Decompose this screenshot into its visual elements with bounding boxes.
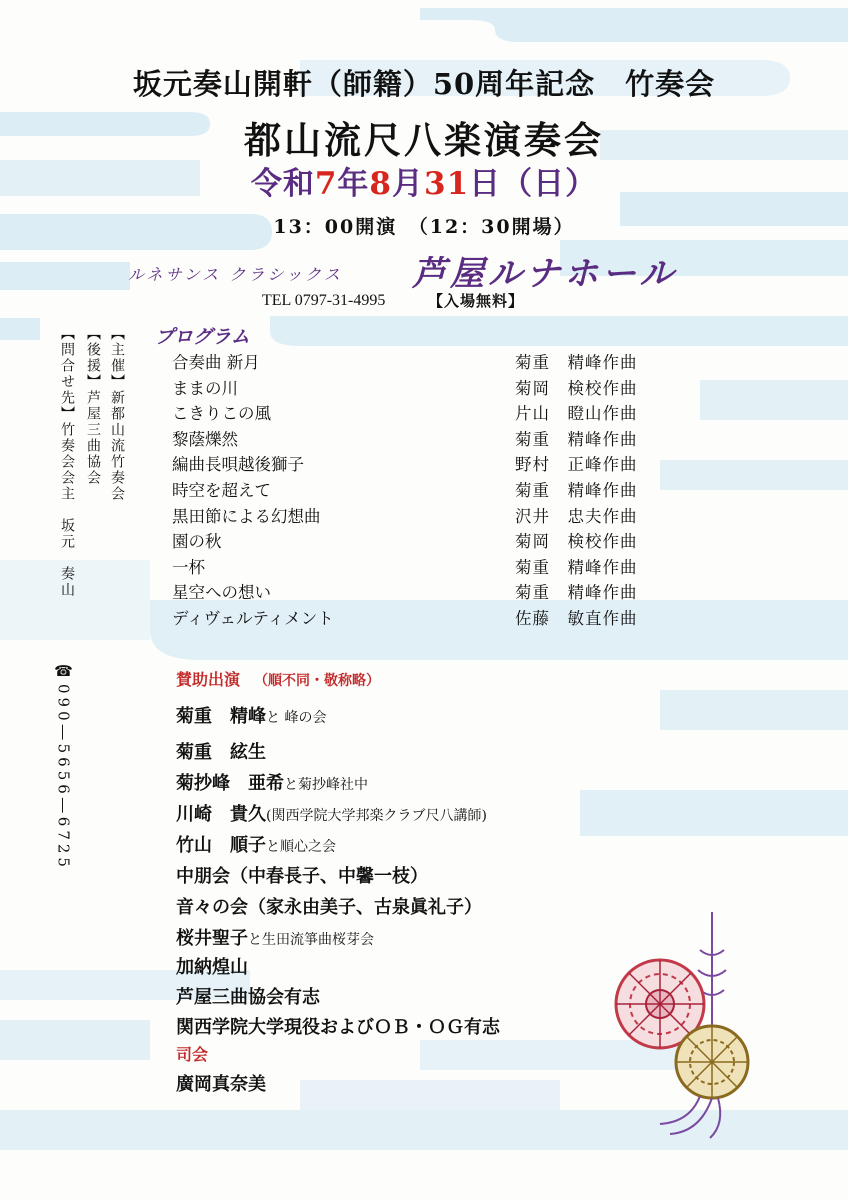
program-item-composer: 菊岡 検校作曲 <box>515 378 638 398</box>
performer-item <box>176 1013 500 1039</box>
date-month: 8 <box>369 166 392 202</box>
performer-name: 中朋会（中春長子、中馨一枝） <box>176 866 428 887</box>
program-item-title: 編曲長唄越後獅子 <box>172 455 304 475</box>
performer-item <box>176 769 368 795</box>
organizer-name: 新都山流竹奏会 <box>109 390 125 502</box>
program-item-title: こきりこの風 <box>172 404 271 424</box>
program-item-composer: 菊重 精峰作曲 <box>515 583 638 603</box>
date-era: 令和 <box>250 166 315 202</box>
program-item-title: ディヴェルティメント <box>172 608 334 628</box>
performer-name: 音々の会（家永由美子、古泉眞礼子） <box>176 897 482 918</box>
performer-name: 竹山 順子 <box>176 835 266 856</box>
program-item-title: 黎蔭爍然 <box>172 429 238 449</box>
performer-name: 加納煌山 <box>176 957 248 978</box>
sponsor-name: 芦屋三曲協会 <box>85 390 101 486</box>
contact-name: 竹奏会会主 坂元 奏山 <box>59 422 75 598</box>
program-item-composer: 菊重 精峰作曲 <box>515 557 638 577</box>
program-item <box>172 477 692 503</box>
sponsor-label: 【後援】 <box>85 326 101 390</box>
temari-ornament <box>600 912 750 1142</box>
support-note: （順不同・敬称略） <box>254 673 381 689</box>
phone-number: 090―5656―6725 <box>54 684 73 871</box>
phone-icon: ☎ <box>54 662 73 684</box>
program-item <box>172 503 692 529</box>
date-day: 31 <box>424 166 470 202</box>
organizer-line <box>106 326 127 502</box>
program-item-title: 一杯 <box>172 557 205 577</box>
program-item-composer: 佐藤 敏直作曲 <box>515 608 638 628</box>
event-name: 都山流尺八楽演奏会 <box>244 118 604 162</box>
program-item <box>172 528 692 554</box>
program-item <box>172 554 692 580</box>
program-list <box>172 349 692 631</box>
performer-name: 菊抄峰 亜希 <box>176 773 284 794</box>
performer-item <box>176 924 374 950</box>
performer-item <box>176 738 266 764</box>
contact-label: 【問合せ先】 <box>59 326 75 422</box>
event-time: 13：00開演 （12：30開場） <box>273 216 575 238</box>
performer-extra: と 峰の会 <box>266 710 327 726</box>
date-weekday: （日） <box>501 166 598 202</box>
program-item-composer: 片山 瞪山作曲 <box>515 404 638 424</box>
performer-name: 菊重 精峰 <box>176 706 266 727</box>
admission-badge: 【入場無料】 <box>428 292 525 310</box>
support-title <box>176 667 380 690</box>
performer-name: 関西学院大学現役およびＯＢ・ＯＧ有志 <box>176 1017 500 1038</box>
program-item <box>172 579 692 605</box>
performer-extra: と菊抄峰社中 <box>284 777 368 793</box>
performer-name: 川崎 貴久 <box>176 804 266 825</box>
performer-item <box>176 983 320 1009</box>
venue-subtitle: ルネサンス クラシックス <box>128 265 343 284</box>
program-item <box>172 426 692 452</box>
program-item <box>172 375 692 401</box>
program-title: プログラム <box>155 326 250 348</box>
program-item-title: 園の秋 <box>172 532 222 552</box>
program-item-composer: 沢井 忠夫作曲 <box>515 506 638 526</box>
program-item-composer: 野村 正峰作曲 <box>515 455 638 475</box>
program-item <box>172 400 692 426</box>
date-year: 7 <box>314 166 338 202</box>
program-item-composer: 菊重 精峰作曲 <box>515 480 638 500</box>
contact-line <box>56 326 77 598</box>
performer-item <box>176 953 248 979</box>
venue-tel: TEL 0797-31-4995 <box>262 292 386 309</box>
program-item-title: ままの川 <box>172 378 238 398</box>
event-date <box>0 158 848 203</box>
mc-name: 廣岡真奈美 <box>176 1074 266 1095</box>
program-item-composer: 菊岡 検校作曲 <box>515 532 638 552</box>
performer-extra: (関西学院大学邦楽クラブ尺八講師) <box>266 808 487 824</box>
performer-item <box>176 831 336 857</box>
program-item <box>172 605 692 631</box>
performer-item <box>176 862 428 888</box>
support-label: 賛助出演 <box>176 670 241 689</box>
program-item-title: 星空への想い <box>172 583 271 603</box>
performer-item <box>176 702 326 728</box>
program-item-composer: 菊重 精峰作曲 <box>515 429 638 449</box>
performer-extra: と順心之会 <box>266 839 336 855</box>
performer-extra: と生田流箏曲桜芽会 <box>248 932 374 948</box>
program-item-title: 黒田節による幻想曲 <box>172 506 321 526</box>
sponsor-line <box>82 326 103 486</box>
date-year-unit: 年 <box>337 166 370 202</box>
anniversary-title: 坂元奏山開軒（師籍）50周年記念 竹奏会 <box>132 67 716 101</box>
program-item-title: 合奏曲 新月 <box>172 353 260 372</box>
organizer-label: 【主催】 <box>109 326 125 390</box>
program-item-composer: 菊重 精峰作曲 <box>515 353 638 372</box>
performer-item <box>176 800 487 826</box>
performer-name: 桜井聖子 <box>176 928 248 949</box>
performer-name: 芦屋三曲協会有志 <box>176 987 320 1008</box>
program-item <box>172 451 692 477</box>
program-item <box>172 349 692 375</box>
date-day-unit: 日 <box>469 166 502 202</box>
date-month-unit: 月 <box>392 166 424 202</box>
contact-phone <box>52 662 75 871</box>
performer-item <box>176 893 482 919</box>
program-item-title: 時空を超えて <box>172 480 271 500</box>
venue-name: 芦屋ルナホール <box>412 254 678 294</box>
performer-name: 菊重 絃生 <box>176 742 266 763</box>
mc-title: 司会 <box>176 1045 209 1064</box>
